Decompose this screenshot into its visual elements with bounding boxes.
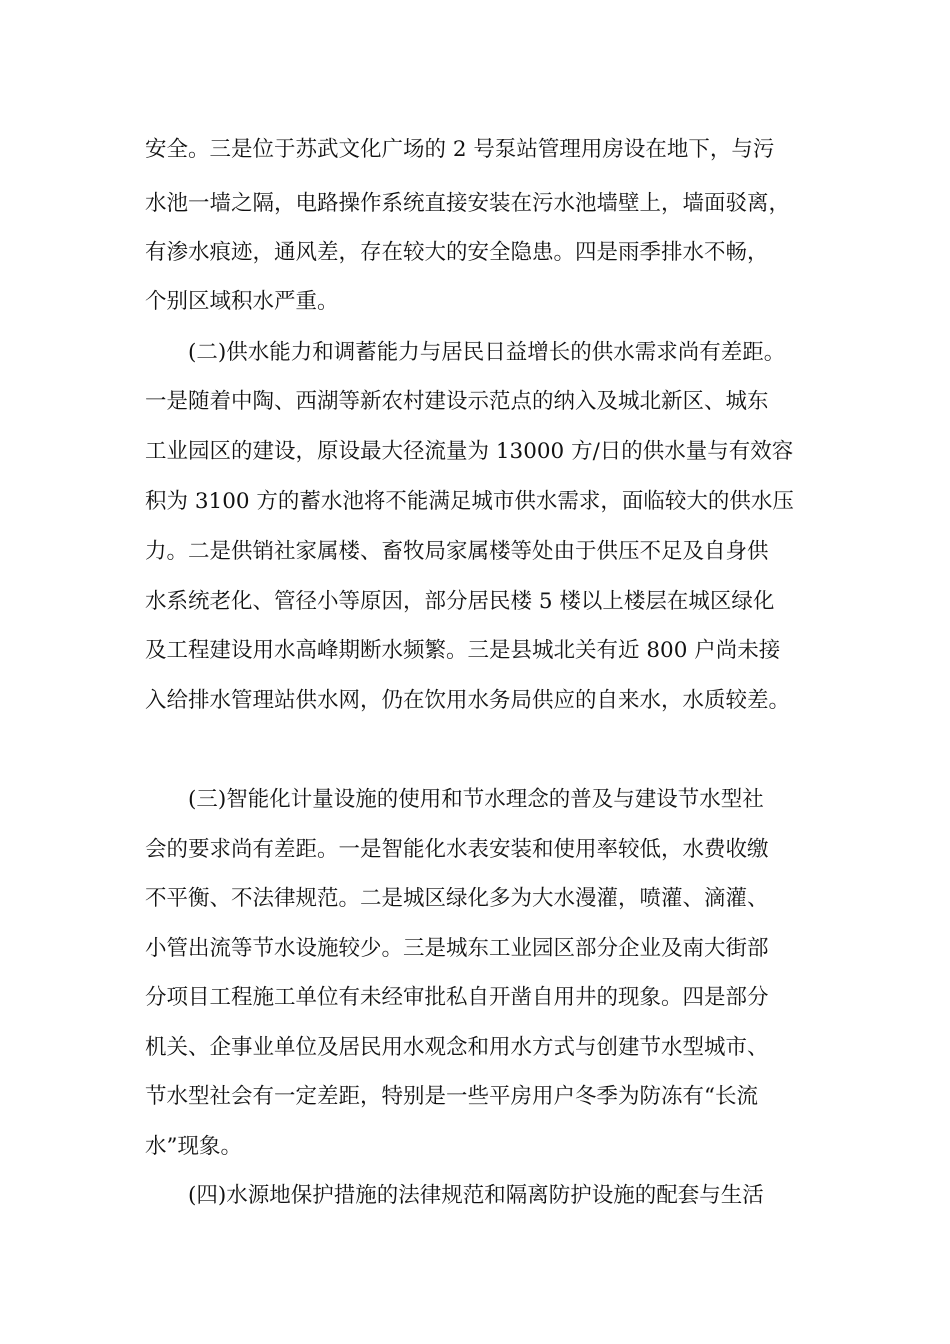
paragraph-heading-2: (二)供水能力和调蓄能力与居民日益增长的供水需求尚有差距。 bbox=[188, 340, 786, 365]
text-line: 安全。三是位于苏武文化广场的 2 号泵站管理用房设在地下，与污 bbox=[145, 137, 775, 162]
paragraph-heading-4: (四)水源地保护措施的法律规范和隔离防护设施的配套与生活 bbox=[188, 1183, 764, 1208]
paragraph-heading-3: (三)智能化计量设施的使用和节水理念的普及与建设节水型社 bbox=[188, 787, 764, 812]
text-line: 有渗水痕迹，通风差，存在较大的安全隐患。四是雨季排水不畅， bbox=[145, 240, 769, 265]
text-line: 入给排水管理站供水网，仍在饮用水务局供应的自来水，水质较差。 bbox=[145, 688, 791, 713]
text-line: 会的要求尚有差距。一是智能化水表安装和使用率较低，水费收缴 bbox=[145, 837, 769, 862]
text-line: 小管出流等节水设施较少。三是城东工业园区部分企业及南大街部 bbox=[145, 936, 769, 961]
text-line: 及工程建设用水高峰期断水频繁。三是县城北关有近 800 户尚未接 bbox=[145, 638, 781, 663]
text-line: 一是随着中陶、西湖等新农村建设示范点的纳入及城北新区、城东 bbox=[145, 389, 769, 414]
text-line: 不平衡、不法律规范。二是城区绿化多为大水漫灌，喷灌、滴灌、 bbox=[145, 886, 769, 911]
text-line: 水池一墙之隔，电路操作系统直接安装在污水池墙壁上，墙面驳离， bbox=[145, 191, 791, 216]
text-line: 工业园区的建设，原设最大径流量为 13000 方/日的供水量与有效容 bbox=[145, 439, 794, 464]
text-line: 机关、企事业单位及居民用水观念和用水方式与创建节水型城市、 bbox=[145, 1035, 769, 1060]
text-line: 分项目工程施工单位有未经审批私自开凿自用井的现象。四是部分 bbox=[145, 985, 769, 1010]
text-line: 积为 3100 方的蓄水池将不能满足城市供水需求，面临较大的供水压 bbox=[145, 489, 794, 514]
text-line: 水”现象。 bbox=[145, 1134, 242, 1159]
text-line: 力。二是供销社家属楼、畜牧局家属楼等处由于供压不足及自身供 bbox=[145, 539, 769, 564]
text-line: 水系统老化、管径小等原因，部分居民楼 5 楼以上楼层在城区绿化 bbox=[145, 589, 775, 614]
text-line: 个别区域积水严重。 bbox=[145, 289, 339, 314]
text-line: 节水型社会有一定差距，特别是一些平房用户冬季为防冻有“长流 bbox=[145, 1084, 758, 1109]
